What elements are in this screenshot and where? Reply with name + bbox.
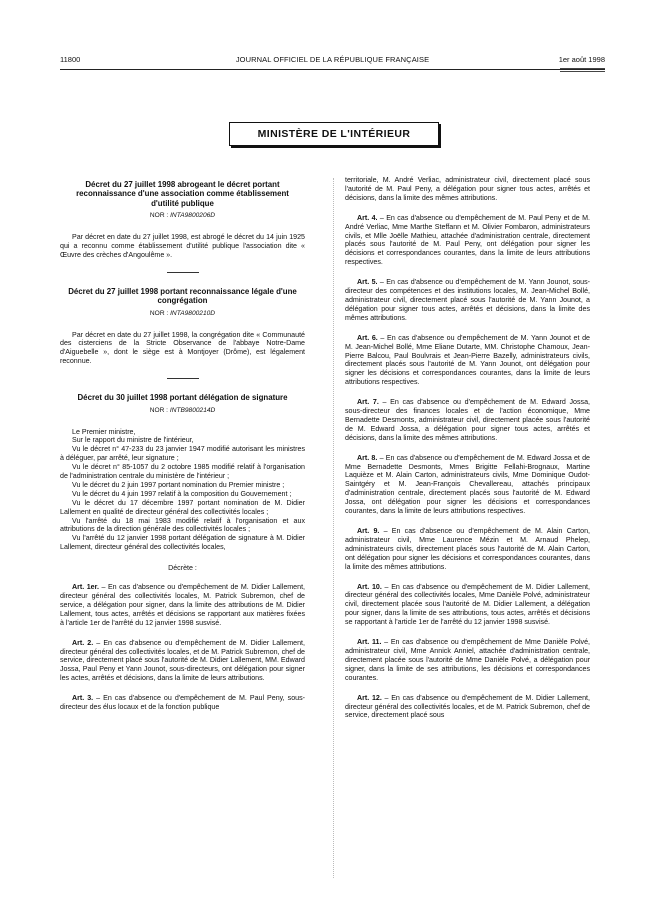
decree-3 bbox=[60, 393, 305, 712]
issue-date: 1er août 1998 bbox=[558, 55, 605, 64]
separator bbox=[167, 272, 199, 273]
intro-line: Vu le décret du 17 décembre 1997 portant nomination de M. Didier Lallement en qualité de directeur général des collectivités locales ; bbox=[60, 498, 305, 516]
separator bbox=[167, 378, 199, 379]
article: Art. 5. – En cas d'absence ou d'empêchement de M. Yann Jounot, sous-directeur des compétences et des institutions locales, M. Jean-Michel Bollé, administrateur civil, directement placé sous l'autorité de M. Yann Jounot, a délégation pour signer tous actes, arrêtés et décisions, dans la limite des mêmes attributions. bbox=[345, 278, 591, 322]
page-number: 11800 bbox=[60, 55, 81, 64]
decree-1-nor: NOR : INTA9800206D bbox=[149, 212, 216, 220]
decree-2-title: Décret du 27 juillet 1998 portant reconnaissance légale d'une congrégation bbox=[68, 286, 297, 306]
decree-1-title: Décret du 27 juillet 1998 abrogeant le décret portant reconnaissance d'une association comme établissement d'utilité publique bbox=[76, 180, 289, 208]
column-divider bbox=[333, 178, 334, 878]
header-rule bbox=[60, 69, 605, 70]
intro-line: Vu le décret n° 47-233 du 23 janvier 1947 modifié autorisant les ministres à déléguer, par arrêté, leur signature ; bbox=[60, 445, 305, 463]
intro-line: Le Premier ministre, bbox=[72, 427, 136, 436]
right-column bbox=[345, 176, 590, 731]
article: Art. 12. – En cas d'absence ou d'empêchement de M. Didier Lallement, directeur général des collectivités locales, et de M. Patrick Subremon, chef de service, directement placé sous bbox=[345, 693, 590, 720]
intro-line: Vu l'arrêté du 12 janvier 1998 portant délégation de signature à M. Didier Lallement, directeur général des collectivités locales, bbox=[60, 534, 305, 552]
intro-line: Vu le décret n° 85-1057 du 2 octobre 1985 modifié relatif à l'organisation de l'administration centrale du ministère de l'intérieur ; bbox=[60, 463, 305, 481]
decree-2 bbox=[60, 287, 305, 366]
ministry-title-box bbox=[229, 122, 439, 146]
article: Art. 9. – En cas d'absence ou d'empêchement de M. Alain Carton, administrateur civil, Mme Laurence Mézin et M. Arnaud Phelep, administrateurs civils, directement placés sous l'autorité de M. Alain Carton, ont délégation pour signer les décisions et correspondances courantes, dans la limite des mêmes attributions. bbox=[345, 527, 590, 571]
article: Art. 7. – En cas d'absence ou d'empêchement de M. Edward Jossa, sous-directeur des finances locales et de l'action économique, Mme Bernadette Desmonts, administrateur civil, directement placée sous l'autorité de M. Edward Jossa, a délégation pour signer tous actes, arrêtés et décisions, dans la limite des mêmes attributions. bbox=[345, 398, 590, 442]
article: Art. 11. – En cas d'absence ou d'empêchement de Mme Danièle Polvé, administrateur civil, Mme Annick Anniel, attachée d'administration centrale, directement placée sous l'autorité de Mme Danièle Polvé, a délégation pour signer, dans la limite de ses attributions, les décisions et correspondances courantes. bbox=[345, 638, 590, 682]
article: Art. 4. – En cas d'absence ou d'empêchement de M. Paul Peny et de M. André Verliac, Mme Marthe Steffann et M. Olivier Fombaron, administrateurs civils, et Mlle Joëlle Mathieu, attachée d'administration centrale, directement placés sous l'autorité de M. Paul Peny, ont délégation pour signer les décisions et correspondances courantes, dans la limite de leurs attributions respectives. bbox=[345, 213, 591, 267]
decree-3-title: Décret du 30 juillet 1998 portant délégation de signature bbox=[77, 393, 288, 403]
intro-line: Vu le décret du 4 juin 1997 relatif à la composition du Gouvernement ; bbox=[72, 489, 292, 498]
article: Art. 6. – En cas d'absence ou d'empêchement de M. Yann Jounot et de M. Jean-Michel Bollé, Mme Eliane Dutarte, MM. Christophe Chamoux, Jean-Pierre Balcou, Paul Boulvrais et Jean-Pierre Bazelly, administrateurs civils, directement placés sous l'autorité de M. Yann Jounot, ont délégation pour signer les décisions et correspondances courantes, dans la limite de leurs attributions respectives. bbox=[345, 333, 590, 387]
decree-3-nor: NOR : INTB9800214D bbox=[149, 406, 216, 414]
ministry-title: MINISTÈRE DE L'INTÉRIEUR bbox=[257, 128, 411, 140]
article: Art. 1er. – En cas d'absence ou d'empêchement de M. Didier Lallement, directeur général des collectivités locales, M. Patrick Subremon, chef de service, a délégation pour signer, dans la limite des attributions de M. Didier Lallement, tous actes, arrêtés et décisions se rapportant aux matières fixées à l'article 1er de l'arrêté du 12 janvier 1998 susvisé. bbox=[60, 583, 306, 627]
intro-line: Sur le rapport du ministre de l'intérieur, bbox=[72, 436, 194, 445]
article: Art. 10. – En cas d'absence ou d'empêchement de M. Didier Lallement, directeur général des collectivités locales, Mme Danièle Polvé, administrateur civil, directement placée sous l'autorité de M. Didier Lallement, a délégation pour signer, dans la limite de ses attributions, tous actes, arrêtés et décisions se rapportant à l'article 1er de l'arrêté du 12 janvier 1998 susvisé. bbox=[345, 582, 590, 627]
journal-title: JOURNAL OFFICIEL DE LA RÉPUBLIQUE FRANÇAISE bbox=[235, 55, 430, 64]
decree-2-body: Par décret en date du 27 juillet 1998, la congrégation dite « Communauté des cisterciens de la Stricte Observance de l'abbaye Notre-Dame d'Aiguebelle », dont le siège est à Montjoyer (Drôme), est légalement reconnue. bbox=[60, 330, 305, 366]
article: Art. 2. – En cas d'absence ou d'empêchement de M. Didier Lallement, directeur général des collectivités locales, et de M. Patrick Subremon, chef de service, directement placé sous l'autorité de M. Didier Lallement, MM. Edward Jossa, Paul Peny et Yann Jounot, sous-directeurs, ont délégation pour signer les actes, arrêtés et décisions, dans la limite de leurs attributions. bbox=[60, 638, 305, 683]
decree-2-nor: NOR : INTA9800210D bbox=[149, 309, 216, 317]
article: Art. 8. – En cas d'absence ou d'empêchement de M. Edward Jossa et de Mme Bernadette Desmonts, Mmes Brigitte Fellahi-Brognaux, Martine Laquièze et M. Alain Carton, administrateurs civils, Mme Dominique Oudot-Saintgéry et M. Jean-François Chevallereau, attachés principaux d'administration centrale, directement placés sous l'autorité de M. Edward Jossa, ont délégation pour signer les décisions et correspondances courantes, dans la limite de leurs attributions respectives. bbox=[345, 453, 590, 516]
decree-1-body: Par décret en date du 27 juillet 1998, est abrogé le décret du 14 juin 1925 qui a reconnu comme établissement d'utilité publique l'association dite « Œuvre des crèches d'Angoulême ». bbox=[60, 233, 305, 259]
intro-line: Vu l'arrêté du 18 mai 1983 modifié relatif à l'organisation et aux attributions de la direction générale des collectivités locales ; bbox=[60, 516, 305, 534]
intro-line: Vu le décret du 2 juin 1997 portant nomination du Premier ministre ; bbox=[72, 480, 285, 489]
article-continuation: territoriale, M. André Verliac, administrateur civil, directement placé sous l'autorité de M. Paul Peny, a délégation pour signer tous actes, arrêtés et décisions, dans la limite des mêmes attributions. bbox=[345, 176, 590, 202]
article: Art. 3. – En cas d'absence ou d'empêchement de M. Paul Peny, sous-directeur des élus locaux et de la fonction publique bbox=[60, 694, 305, 712]
page-header bbox=[60, 55, 605, 67]
decree-1 bbox=[60, 180, 305, 260]
decrete-label: Décrète : bbox=[168, 564, 197, 573]
left-column bbox=[60, 180, 305, 723]
